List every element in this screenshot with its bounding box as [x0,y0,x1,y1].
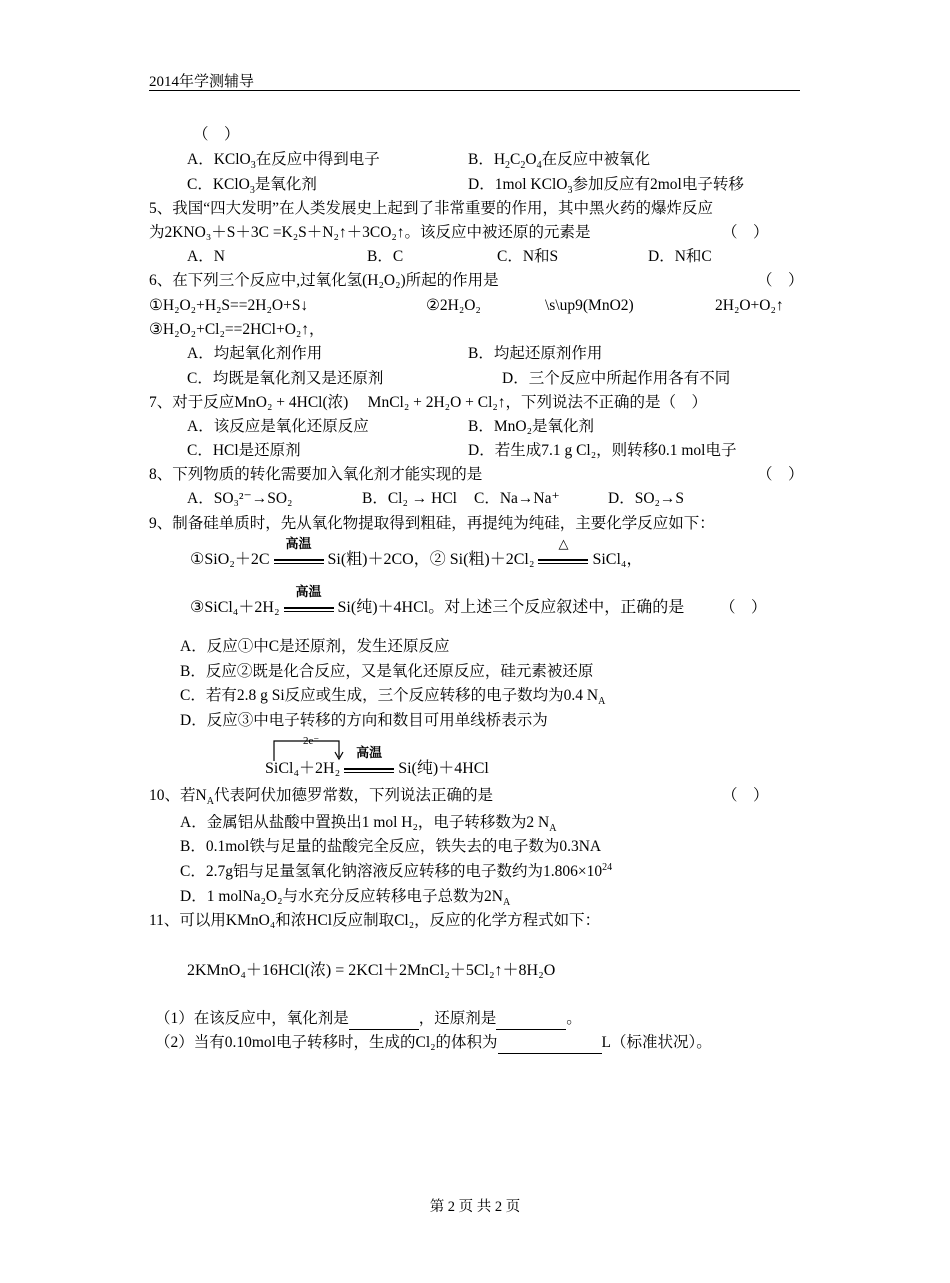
q6-stem: 6、在下列三个反应中,过氧化氢(H₂O₂)所起的作用是 [149,272,499,289]
q5-option-a: A．N [187,248,225,265]
q7-option-b: B．MnO₂是氧化剂 [468,418,594,435]
q6-option-d: D．三个反应中所起作用各有不同 [502,370,731,387]
q9-option-c: C．若有2.8 g Si反应或生成，三个反应转移的电子数均为0.4 $N_A$ [180,687,606,708]
q9-equation-1 [190,537,643,570]
q9-option-a: A．反应①中C是还原剂，发生还原反应 [180,638,450,655]
q7-option-a: A．该反应是氧化还原反应 [187,418,369,435]
q8-option-a: A．SO₃²⁻→SO₂ [187,490,293,507]
volume-blank[interactable] [498,1033,602,1054]
q4-option-b: B．$H_2C_2O_4$在反应中被氧化 [468,151,651,172]
q8-option-d: D．SO₂→S [608,490,685,507]
q6-reaction-2-left: ②2H₂O₂ [426,297,481,314]
q7-option-c: C．HCl是还原剂 [187,442,301,459]
q9-eq1-right: SiCl₄， [592,551,643,568]
q7-stem: 7、对于反应MnO₂ + 4HCl(浓) MnCl₂ + 2H₂O + Cl₂↑，下列说法不正确的是（ ） [149,394,708,411]
q10-option-d: D．1 molNa₂O₂与水充分反应转移电子总数为$2N_A$ [180,888,511,909]
q9-bridge-equation: SiCl₄＋2H₂ 高温 Si(纯)＋4HCl [265,746,489,777]
q11-part-2: （2）当有0.10mol电子转移时，生成的Cl₂的体积为 L（标准状况）。 [155,1033,712,1054]
header-title: 2014年学测辅导 [149,74,255,90]
q10-paren: （ ） [722,787,769,804]
q8-option-c: C．Na→Na⁺ [474,490,560,507]
q9-eq1-middle: Si(粗)＋2CO，② Si(粗)＋2Cl₂ [327,551,535,568]
q6-option-c: C．均既是氧化剂又是还原剂 [187,370,384,387]
q5-option-c: C．N和S [497,248,559,265]
q11-stem: 11、可以用KMnO₄和浓HCl反应制取Cl₂，反应的化学方程式如下： [149,912,601,929]
high-temp-condition: 高温 [274,551,324,564]
oxidant-blank[interactable] [349,1009,419,1030]
q10-option-a: A．金属铝从盐酸中置换出1 mol H₂，电子转移数为2 $N_A$ [180,814,557,835]
electron-transfer-label: 2e⁻ [303,735,320,747]
heating-condition: △ [538,551,588,564]
q10-option-b: B．0.1mol铁与足量的盐酸完全反应，铁失去的电子数为0.3NA [180,838,602,855]
reductant-blank[interactable] [496,1009,566,1030]
q4-option-c: C．KClO$_3$是氧化剂 [187,176,317,197]
q10-stem: 10、若$N_A$代表阿伏加德罗常数，下列说法正确的是 [149,787,493,808]
q5-stem-line1: 5、我国“四大发明”在人类发展史上起到了非常重要的作用，其中黑火药的爆炸反应 [149,200,714,217]
high-temp-condition: 高温 [284,599,334,612]
page-footer: 第 2 页 共 2 页 [429,1199,521,1215]
q6-reaction-3: ③H₂O₂+Cl₂==2HCl+O₂↑， [149,321,325,338]
q6-reaction-2-right: 2H₂O+O₂↑ [715,297,784,314]
q10-option-c: C．2.7g铝与足量氢氧化钠溶液反应转移的电子数约为$1.806\times 10^{24}$ [180,861,613,880]
q7-option-d: D．若生成7.1 g Cl₂，则转移0.1 mol电子 [468,442,737,459]
q11-part-1: （1）在该反应中，氧化剂是 ，还原剂是 。 [155,1009,582,1030]
q6-option-a: A．均起氧化剂作用 [187,345,323,362]
q9-option-d: D．反应③中电子转移的方向和数目可用单线桥表示为 [180,712,548,729]
high-temp-condition: 高温 [344,760,394,773]
q5-paren: （ ） [722,224,769,241]
q8-stem: 8、下列物质的转化需要加入氧化剂才能实现的是 [149,466,483,483]
q9-eq3-right: Si(纯)＋4HCl。对上述三个反应叙述中，正确的是 [337,599,685,616]
q8-paren: （ ） [757,466,804,483]
q11-equation: 2KMnO₄＋16HCl(浓) = 2KCl＋2MnCl₂＋5Cl₂↑＋8H₂O [187,962,556,979]
q9-stem: 9、制备硅单质时，先从氧化物提取得到粗硅，再提纯为纯硅，主要化学反应如下： [149,515,715,532]
q9-paren: （ ） [720,599,767,616]
q6-reaction-2-field-code: \s\up9(MnO2) [545,297,634,314]
q5-option-d: D．N和C [648,248,712,265]
q6-option-b: B．均起还原剂作用 [468,345,603,362]
page-header [149,70,800,91]
q9-eq1-left: ①SiO₂＋2C [190,551,270,568]
q9-eq3-left: ③SiCl₄＋2H₂ [190,599,280,616]
q4-paren: （ ） [193,126,240,143]
q9-option-b: B．反应②既是化合反应，又是氧化还原反应，硅元素被还原 [180,663,594,680]
q6-reaction-1: ①H₂O₂+H₂S==2H₂O+S↓ [149,297,309,314]
q4-option-d: D．1mol KClO$_3$参加反应有2mol电子转移 [468,176,744,197]
q8-option-b: B．Cl₂ → HCl [362,490,457,507]
q4-option-a: A．KClO$_3$在反应中得到电子 [187,151,380,172]
q5-stem-line2: 为2KNO₃＋S＋3C =K₂S＋N₂↑＋3CO₂↑。该反应中被还原的元素是 [149,224,591,241]
q6-paren: （ ） [757,272,804,289]
q5-option-b: B．C [367,248,404,265]
q9-equation-3 [190,585,685,618]
